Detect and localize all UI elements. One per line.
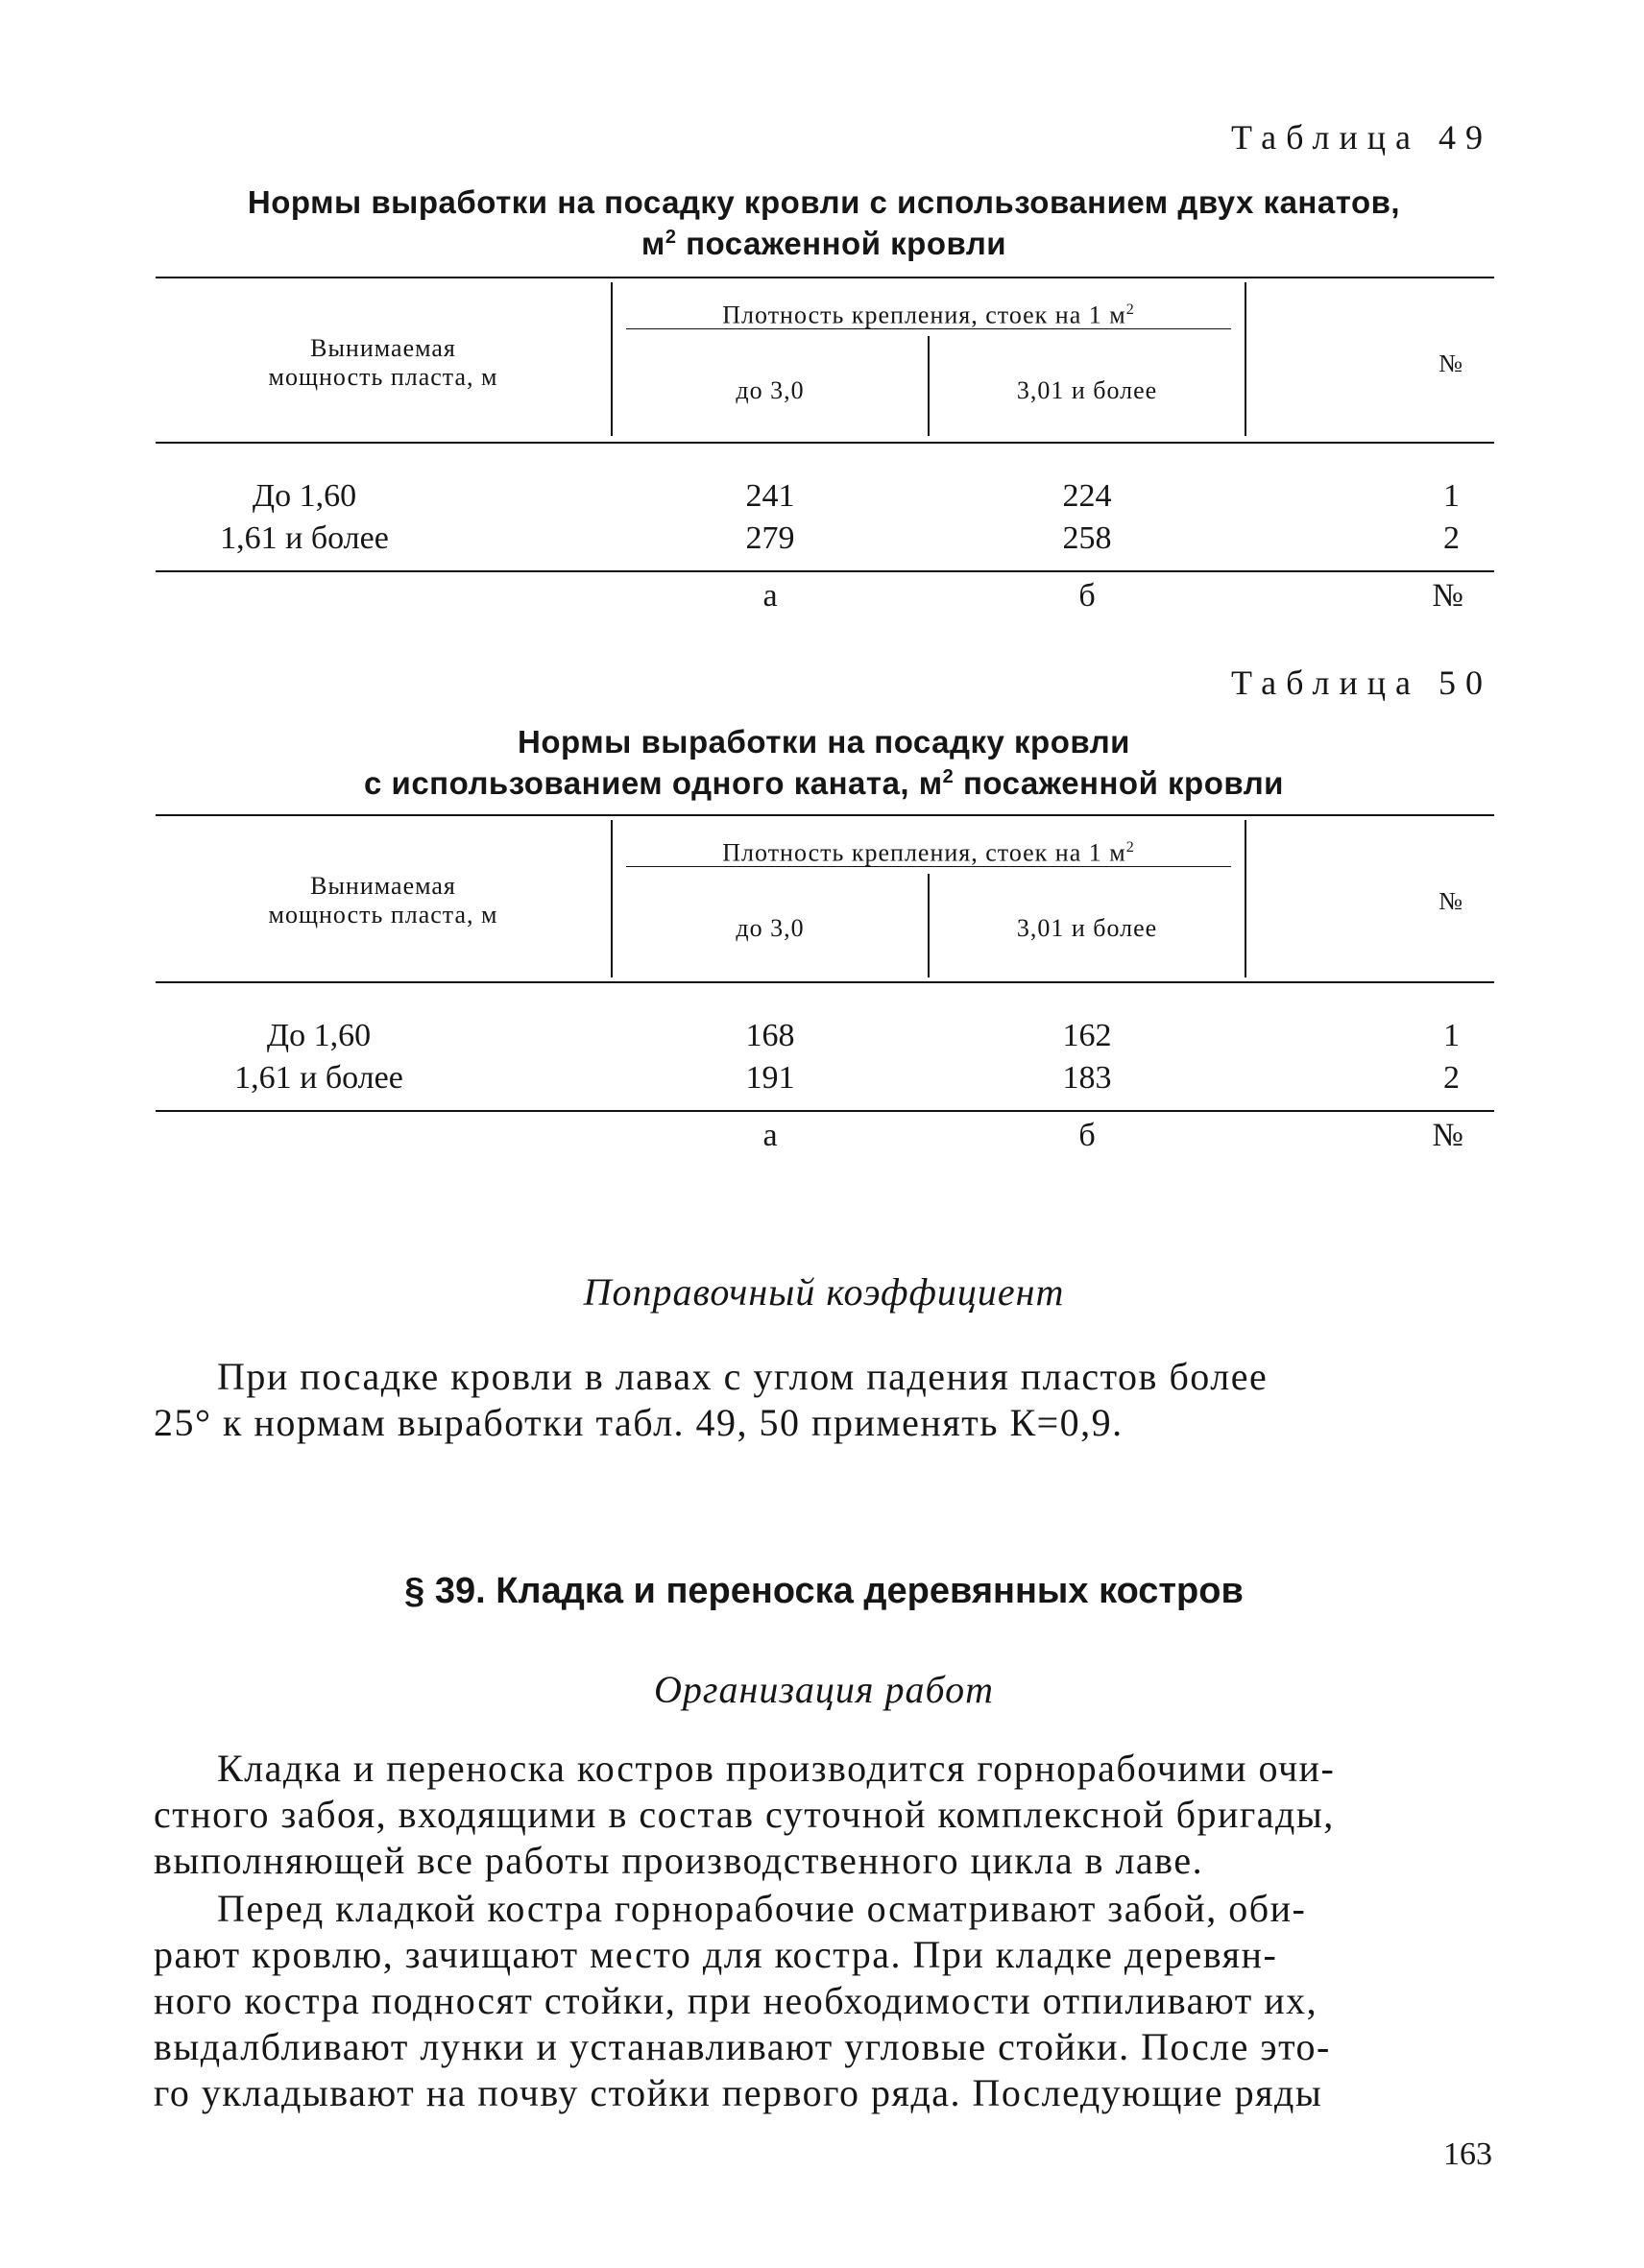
- table-50-title-line1: Нормы выработки на посадку кровли: [518, 724, 1130, 760]
- table-rule-header: [156, 981, 1494, 983]
- correction-text-line2: 25° к нормам выработки табл. 49, 50 применять К=0,9.: [154, 1401, 1124, 1444]
- table-row-2-no: 2: [1443, 1060, 1460, 1096]
- table-row-2-a: 191: [745, 1060, 795, 1096]
- header-thickness: Вынимаемая мощность пласта, м: [268, 334, 498, 391]
- table-49-label: Таблица 49: [1231, 118, 1492, 157]
- footer-col-no: №: [1432, 1118, 1463, 1153]
- table-row-1-b: 224: [1062, 478, 1112, 514]
- paragraph-line: выполняющей все работы производственного цикла в лаве.: [154, 1839, 1204, 1882]
- footer-col-a: а: [762, 1118, 778, 1153]
- table-row-2-no: 2: [1443, 520, 1460, 556]
- table-50-title-line2: с использованием одного каната, $м^2$ посаженной кровли: [364, 765, 1284, 801]
- section-39-heading: § 39. Кладка и переноска деревянных костров: [404, 1571, 1244, 1611]
- section-39-paragraph-1: [154, 1746, 1494, 1884]
- correction-heading: Поправочный коэффициент: [583, 1270, 1065, 1314]
- table-50: [156, 814, 1494, 1153]
- table-50-label: Таблица 50: [1231, 664, 1492, 702]
- table-rule-header: [156, 442, 1494, 444]
- footer-col-no: №: [1432, 578, 1463, 614]
- paragraph-line: ного костра подносят стойки, при необходимости отпиливают их,: [154, 1979, 1318, 2022]
- table-rule-top: [156, 814, 1494, 816]
- table-row-1-a: 168: [745, 1018, 795, 1053]
- section-39-paragraph-2: [154, 1886, 1494, 2116]
- table-row-2-b: 183: [1062, 1060, 1112, 1096]
- table-row-2-b: 258: [1062, 520, 1112, 556]
- table-row-1-no: 1: [1443, 478, 1460, 514]
- correction-paragraph: [154, 1354, 1494, 1446]
- table-49-title: [154, 184, 1494, 261]
- table-49-title-line2: $м^2$ посаженной кровли: [641, 226, 1007, 261]
- table-row-2-thickness: 1,61 и более: [220, 520, 389, 556]
- header-col-a: до 3,0: [736, 376, 805, 404]
- table-49: [156, 277, 1494, 614]
- table-row-1-thickness: До 1,60: [252, 478, 357, 514]
- paragraph-line: рают кровлю, зачищают место для костра. При кладке деревян-: [154, 1933, 1278, 1976]
- paragraph-line: Перед кладкой костра горнорабочие осматривают забой, оби-: [217, 1887, 1307, 1930]
- table-row-1-thickness: До 1,60: [266, 1018, 372, 1053]
- header-density-group: Плотность крепления, стоек на 1 $м^2$: [722, 838, 1135, 867]
- correction-text-line1: При посадке кровли в лавах с углом падения пластов более: [217, 1355, 1269, 1398]
- paragraph-line: стного забоя, входящими в состав суточной комплексной бригады,: [154, 1793, 1335, 1836]
- header-thickness: Вынимаемая мощность пласта, м: [268, 872, 498, 929]
- header-col-no: №: [1438, 887, 1463, 915]
- table-rule-top: [156, 277, 1494, 278]
- footer-col-b: б: [1078, 578, 1096, 614]
- table-row-1-b: 162: [1062, 1018, 1112, 1053]
- table-49-title-line1: Нормы выработки на посадку кровли с использованием двух канатов,: [247, 184, 1401, 220]
- header-col-a: до 3,0: [736, 914, 805, 942]
- header-density-group: Плотность крепления, стоек на 1 $м^2$: [722, 301, 1135, 329]
- header-col-no: №: [1438, 350, 1463, 377]
- section-39-subheading: Организация работ: [653, 1668, 994, 1711]
- paragraph-line: го укладывают на почву стойки первого ряда. Последующие ряды: [154, 2071, 1323, 2114]
- table-row-1-no: 1: [1443, 1018, 1460, 1053]
- table-row-1-a: 241: [745, 478, 795, 514]
- table-row-2-thickness: 1,61 и более: [234, 1060, 403, 1096]
- paragraph-line: Кладка и переноска костров производится горнорабочими очи-: [217, 1747, 1336, 1790]
- footer-col-b: б: [1078, 1118, 1096, 1153]
- table-rule-bottom: [156, 1110, 1494, 1112]
- paragraph-line: выдалбливают лунки и устанавливают угловые стойки. После это-: [154, 2025, 1331, 2068]
- table-rule-bottom: [156, 570, 1494, 572]
- page-number: 163: [1443, 2136, 1492, 2172]
- footer-col-a: а: [762, 578, 778, 614]
- table-50-title: [154, 724, 1494, 801]
- header-col-b: 3,01 и более: [1016, 914, 1158, 942]
- header-col-b: 3,01 и более: [1016, 376, 1158, 404]
- table-row-2-a: 279: [745, 520, 795, 556]
